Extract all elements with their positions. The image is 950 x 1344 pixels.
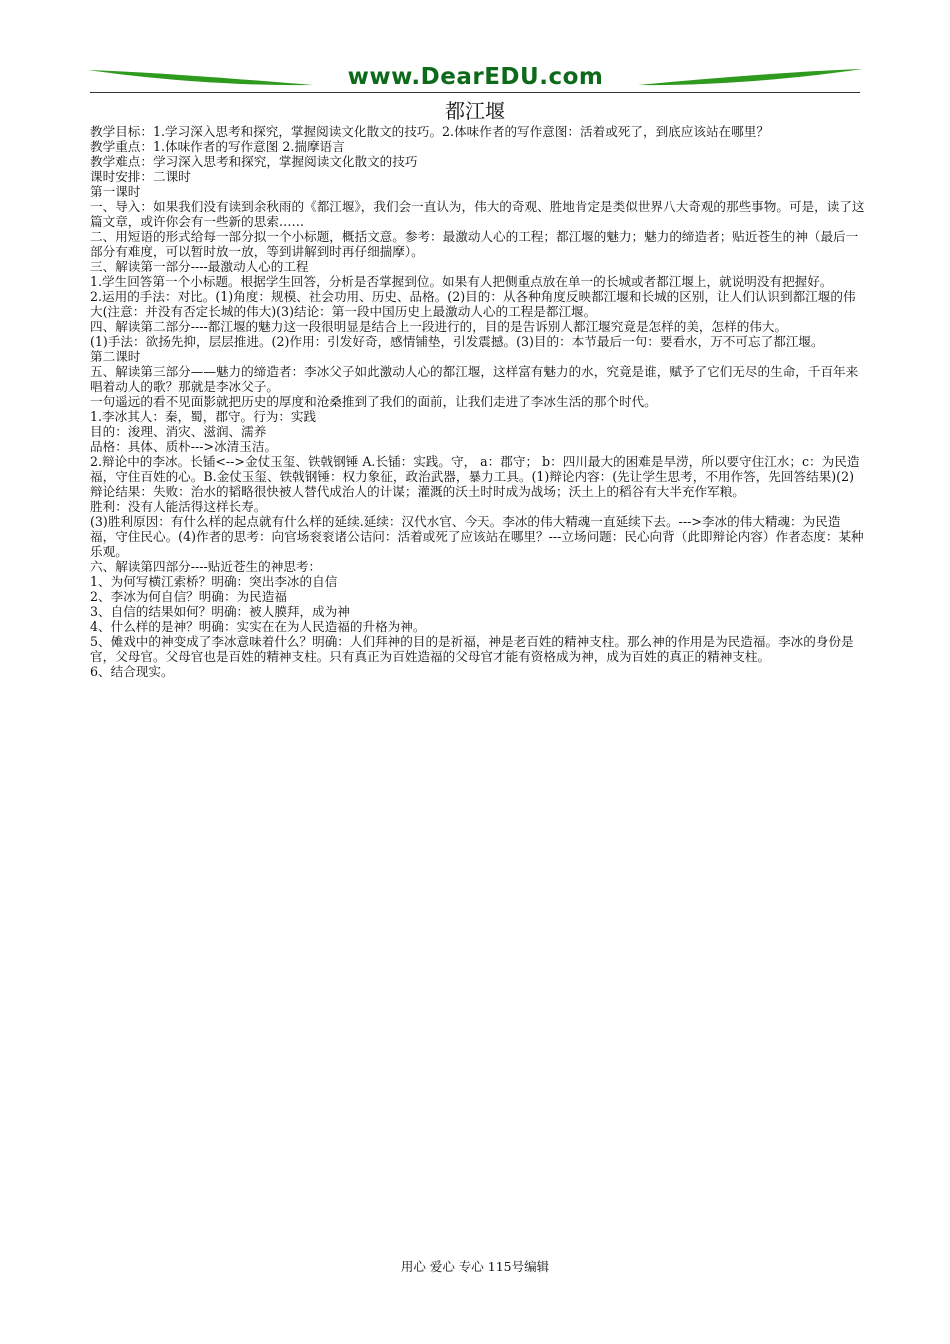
document-body — [90, 124, 865, 679]
body-paragraph: 5、傩戏中的神变成了李冰意味着什么？明确：人们拜神的目的是祈福，神是老百姓的精神支柱。那么神的作用是为民造福。李冰的身份是官，父母官。父母官也是百姓的精神支柱。只有真正为百姓造福的父母官才能有资格成为神，成为百姓的真正的精神支柱。 — [90, 634, 854, 664]
body-paragraph: 4、什么样的是神？明确：实实在在为人民造福的升格为神。 — [90, 619, 426, 634]
body-paragraph: 教学难点：学习深入思考和探究，掌握阅读文化散文的技巧 — [90, 154, 418, 169]
body-paragraph: 1、为何写横江索桥？明确：突出李冰的自信 — [90, 574, 338, 589]
body-paragraph: 一、导入：如果我们没有读到余秋雨的《都江堰》，我们会一直认为，伟大的奇观、胜地肯定是类似世界八大奇观的那些事物。可是，读了这篇文章，或许你会有一些新的思索…… — [90, 199, 865, 229]
body-paragraph: 胜利：没有人能活得这样长寿。 — [90, 499, 267, 514]
site-banner — [88, 60, 863, 96]
body-paragraph: 一句遥远的看不见面影就把历史的厚度和沧桑推到了我们的面前，让我们走进了李冰生活的那个时代。 — [90, 394, 657, 409]
body-paragraph: (1)手法：欲扬先抑，层层推进。(2)作用：引发好奇，感情铺垫，引发震撼。(3)目的：本节最后一句：要看水，万不可忘了都江堰。 — [90, 334, 824, 349]
page-footer: 用心 爱心 专心 115号编辑 — [400, 1259, 550, 1274]
site-logo: www.DearEDU.com — [347, 64, 604, 90]
body-paragraph: 2.辩论中的李冰。长锸<-->金仗玉玺、铁戟钢锤 A.长锸：实践。守， a：郡守； b：四川最大的困难是旱涝，所以要守住江水；c：为民造福，守住百姓的心。B.金仗玉玺、铁戟钢锤：权力象征，政治武器，暴力工具。(1)辩论内容：(先让学生思考，不用作答，先回答结果)(2)辩论结果：失败：治水的韬略很快被人替代成治人的计谋；灌溉的沃土时时成为战场；沃土上的稻谷有大半充作军粮。 — [90, 454, 860, 499]
body-paragraph: 三、解读第一部分----最激动人心的工程 — [90, 259, 309, 274]
body-paragraph: 第一课时 — [90, 184, 141, 199]
body-paragraph: 2.运用的手法：对比。(1)角度：规模、社会功用、历史、品格。(2)目的：从各种角度反映都江堰和长城的区别，让人们认识到都江堰的伟大(注意：并没有否定长城的伟大)(3)结论：第一段中国历史上最激动人心的工程是都江堰。 — [90, 289, 856, 319]
body-paragraph: 1.李冰其人：秦，蜀，郡守。行为：实践 — [90, 409, 317, 424]
body-paragraph: 目的：浚理、消灾、滋润、濡养 — [90, 424, 267, 439]
body-paragraph: 第二课时 — [90, 349, 141, 364]
body-paragraph: 教学目标：1.学习深入思考和探究，掌握阅读文化散文的技巧。2.体味作者的写作意图：活着或死了，到底应该站在哪里？ — [90, 124, 769, 139]
body-paragraph: 五、解读第三部分——魅力的缔造者：李冰父子如此激动人心的都江堰，这样富有魅力的水，究竟是谁，赋予了它们无尽的生命，千百年来唱着动人的歌？那就是李冰父子。 — [90, 364, 859, 394]
body-paragraph: 2、李冰为何自信？明确：为民造福 — [90, 589, 287, 604]
body-paragraph: (3)胜利原因：有什么样的起点就有什么样的延续.延续：汉代水官、今天。李冰的伟大精魂一直延续下去。--->李冰的伟大精魂：为民造福，守住民心。(4)作者的思考：向官场衮衮诸公诘问：活着或死了应该站在哪里？---立场问题：民心向背（此即辩论内容）作者态度：某种乐观。 — [90, 514, 864, 559]
body-paragraph: 教学重点：1.体味作者的写作意图 2.揣摩语言 — [90, 139, 345, 154]
header-divider — [90, 92, 860, 93]
body-paragraph: 6、结合现实。 — [90, 664, 174, 679]
body-paragraph: 六、解读第四部分----贴近苍生的神思考： — [90, 559, 322, 574]
body-paragraph: 3、自信的结果如何？明确：被人膜拜，成为神 — [90, 604, 350, 619]
document-title: 都江堰 — [445, 99, 505, 123]
body-paragraph: 二、用短语的形式给每一部分拟一个小标题，概括文意。参考：最激动人心的工程；都江堰的魅力；魅力的缔造者；贴近苍生的神（最后一部分有难度，可以暂时放一放，等到讲解到时再仔细揣摩）。 — [90, 229, 859, 259]
body-paragraph: 课时安排：二课时 — [90, 169, 191, 184]
body-paragraph: 四、解读第二部分----都江堰的魅力这一段很明显是结合上一段进行的，目的是告诉别人都江堰究竟是怎样的美，怎样的伟大。 — [90, 319, 788, 334]
body-paragraph: 1.学生回答第一个小标题。根据学生回答，分析是否掌握到位。如果有人把侧重点放在单一的长城或者都江堰上，就说明没有把握好。 — [90, 274, 833, 289]
body-paragraph: 品格：具体、质朴--->冰清玉洁。 — [90, 439, 278, 454]
